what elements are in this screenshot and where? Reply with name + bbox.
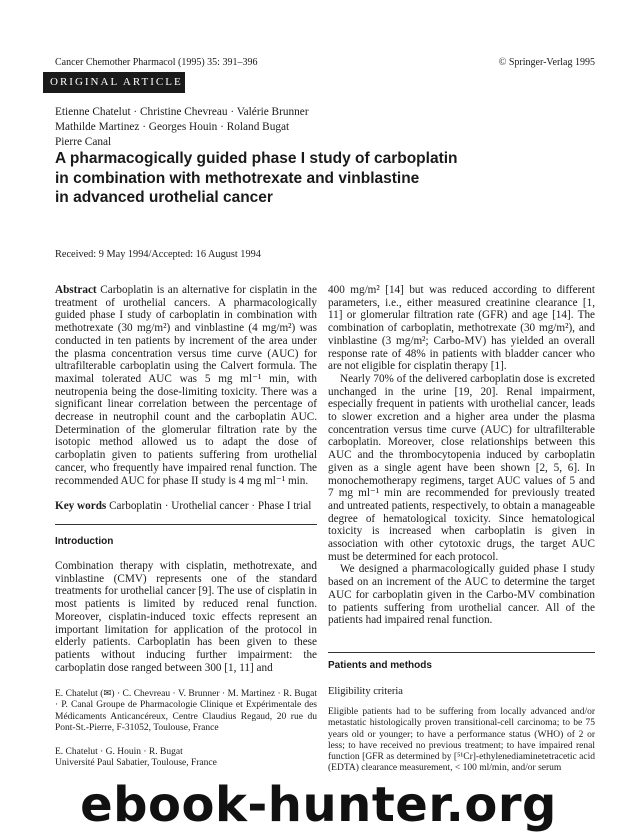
introduction-heading: Introduction [55,536,114,547]
journal-citation: Cancer Chemother Pharmacol (1995) 35: 391–396 [55,57,258,68]
paragraph: We designed a pharmacologically guided phase I study based on an increment of the AUC to determine the target AUC for carboplatin given in the Carbo-MV combination to patients suffering from urothelial cancer. All of the patients had impaired renal function. [328,563,595,627]
title-line: A pharmacogically guided phase I study of carboplatin [55,150,458,167]
author-line: Etienne Chatelut · Christine Chevreau · Valérie Brunner [55,106,309,118]
title-line: in advanced urothelial cancer [55,189,273,206]
affiliation-1: E. Chatelut (✉) · C. Chevreau · V. Brunner · M. Martinez · R. Bugat · P. Canal Groupe de Pharmacologie Clinique et Expérimentale des Médicaments Anticancéreux, Centre Claudius Regaud, 20 rue du Pont-St.-Pierre, F-31052, Toulouse, France [55,689,317,733]
copyright: © Springer-Verlag 1995 [498,57,595,68]
right-column-text [328,284,595,627]
section-divider [328,652,595,653]
paragraph: Nearly 70% of the delivered carboplatin dose is excreted unchanged in the urine [19, 20]. Renal impairment, especially frequent in patients with urothelial cancer, leads to slower excretion and a higher area under the plasma concentration versus time curve (AUC) for ultrafilterable carboplatin. Moreover, close relationships between this AUC and the thrombocytopenia induced by carboplatin given as a single agent have been shown [2, 5, 6]. In monochemotherapy regimens, target AUC values of 5 and 7 mg ml⁻¹ min are recommended for previously treated and untreated patients, respectively, to obtain a manageable degree of hematological toxicity. Since hematological toxicity is increased when carboplatin is given in association with other cytotoxic drugs, the target AUC must be determined for each protocol. [328,372,595,563]
affiliation-2: E. Chatelut · G. Houin · R. Bugat Université Paul Sabatier, Toulouse, France [55,747,217,769]
introduction-text: Combination therapy with cisplatin, methotrexate, and vinblastine (CMV) represents one of the standard treatments for urothelial cancer [9]. The use of cisplatin in most patients is limited by reduced renal function. Moreover, cisplatin-induced toxic effects represent an important limitation for application of the protocol in elderly patients. Carboplatin has been given to these patients without inducing further impairment: the carboplatin dose ranged between 300 [1, 11] and [55,560,317,674]
methods-text: Eligible patients had to be suffering from locally advanced and/or metastatic histologically proven transitional-cell carcinoma; to be 75 years old or younger; to have a performance status (WHO) of 2 or less; to have received no previous treatment; to have impaired renal function [GFR as determined by [⁵¹Cr]-ethylenediaminetetracetic acid (EDTA) clearance measurement, < 100 ml/min, and/or serum [328,707,595,774]
article-title [55,149,515,208]
eligibility-subheading: Eligibility criteria [328,686,403,697]
watermark: ebook-hunter.org [80,777,557,833]
abstract [55,284,317,487]
received-dates: Received: 9 May 1994/Accepted: 16 August 1994 [55,249,261,260]
author-line: Pierre Canal [55,136,112,148]
keywords-label: Key words [55,500,107,512]
article-type-banner: ORIGINAL ARTICLE [43,72,185,93]
author-line: Mathilde Martinez · Georges Houin · Roland Bugat [55,121,290,133]
title-line: in combination with methotrexate and vinblastine [55,169,420,187]
author-list [55,105,309,150]
section-divider [55,524,317,525]
keywords [55,500,317,513]
abstract-label: Abstract [55,284,97,296]
methods-heading: Patients and methods [328,660,432,671]
keywords-text: Carboplatin · Urothelial cancer · Phase I trial [106,500,312,512]
paragraph: 400 mg/m² [14] but was reduced according to different parameters, i.e., either measured creatinine clearance [1, 11] or glomerular filtration rate (GFR) and age [14]. The combination of carboplatin, methotrexate (30 mg/m²), and vinblastine (3 mg/m²; Carbo-MV) has yielded an overall response rate of 48% in patients with bladder cancer who are not eligible for cisplatin therapy [1]. [328,284,595,373]
abstract-text: Carboplatin is an alternative for cisplatin in the treatment of urothelial cancers. A pharmacologically guided phase I study of carboplatin in combination with methotrexate (30 mg/m²) and vinblastine (4 mg/m²) was conducted in ten patients by increment of the area under the plasma concentration versus time curve (AUC) for ultrafilterable carboplatin using the Calvert formula. The maximal tolerated AUC was 5 mg ml⁻¹ min, with neutropenia being the dose-limiting toxicity. There was a significant linear correlation between the percentage of decrease in neutrophil count and the carboplatin AUC. Determination of the glomerular filtration rate by the isotopic method allowed us to adapt the dose of carboplatin given to patients suffering from urothelial cancer, who frequently have impaired renal function. The recommended AUC for phase II study is 4 mg ml⁻¹ min. [55,284,317,487]
